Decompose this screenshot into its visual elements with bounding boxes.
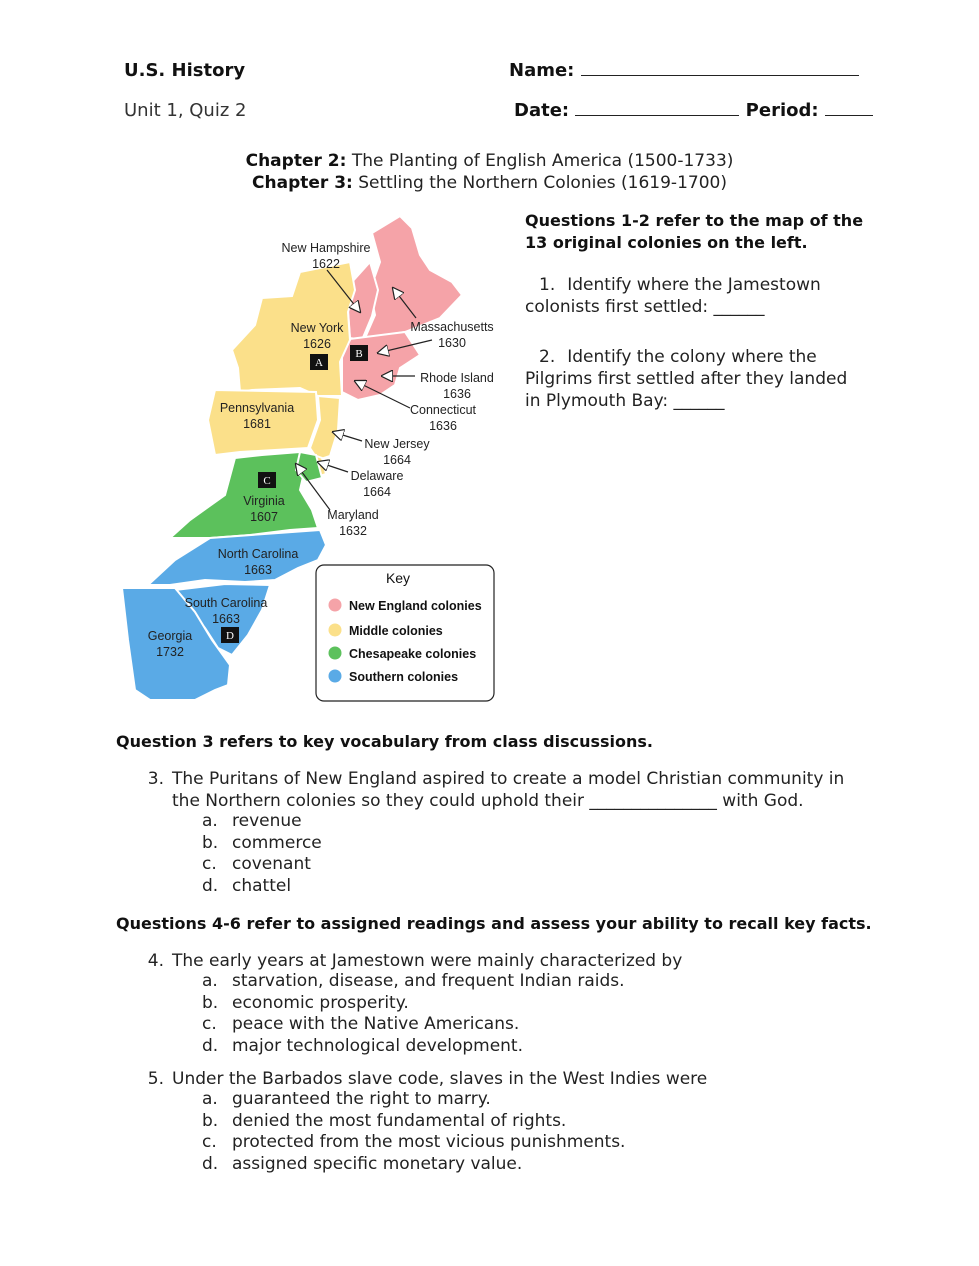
label-georgia: Georgia [147, 629, 193, 643]
question-1 [525, 274, 865, 318]
q3-option-c[interactable] [202, 854, 322, 876]
question-3-text: The Puritans of New England aspired to create a model Christian community in the Northern colonies so they could uphold their _______________ with God. [172, 769, 845, 811]
period-blank[interactable] [825, 101, 873, 116]
question-4 [147, 950, 862, 972]
question-1-text: Identify where the Jamestown colonists first settled: ______ [525, 275, 821, 317]
marker-c [258, 472, 276, 488]
question-2-text: Identify the colony where the Pilgrims first settled after they landed in Plymouth Bay: ______ [525, 347, 848, 411]
q3-option-a[interactable] [202, 811, 322, 833]
question-1-number: 1. [539, 275, 556, 295]
question-5-options [202, 1089, 625, 1175]
q5-option-c[interactable] [202, 1132, 625, 1154]
q5-option-b-letter: b. [202, 1110, 219, 1131]
year-maryland: 1632 [339, 524, 367, 538]
southern-new-england [342, 332, 420, 400]
section1-heading: Questions 1-2 refer to the map of the 13 original colonies on the left. [525, 211, 864, 252]
marker-b [350, 345, 368, 361]
question-3-number: 3. [147, 769, 164, 789]
year-delaware: 1664 [363, 485, 391, 499]
year-rhode-island: 1636 [443, 387, 471, 401]
year-pennsylvania: 1681 [243, 417, 271, 431]
q4-option-d-letter: d. [202, 1035, 219, 1056]
q3-option-b-text: commerce [232, 832, 322, 853]
year-south-carolina: 1663 [212, 612, 240, 626]
arrow-new-jersey [333, 432, 362, 441]
name-row [509, 60, 859, 81]
chapter-2-title: The Planting of English America (1500-1733) [351, 151, 734, 171]
label-new-hampshire: New Hampshire [281, 241, 371, 255]
question-2 [525, 346, 865, 412]
q5-option-b[interactable] [202, 1111, 625, 1133]
marker-a-letter: A [315, 357, 323, 369]
key-label-new-england: New England colonies [349, 599, 482, 613]
section3-heading: Questions 4-6 refer to assigned readings and assess your ability to recall key facts. [116, 914, 872, 933]
marker-a [310, 354, 328, 370]
q5-option-d[interactable] [202, 1154, 625, 1176]
q3-option-b-letter: b. [202, 832, 219, 853]
q3-option-d-text: chattel [232, 875, 292, 896]
key-swatch-chesapeake [329, 647, 342, 660]
q3-option-d-letter: d. [202, 875, 219, 896]
q3-option-b[interactable] [202, 833, 322, 855]
q5-option-a-text: guaranteed the right to marry. [232, 1089, 491, 1109]
q4-option-d[interactable] [202, 1036, 625, 1058]
q4-option-b-letter: b. [202, 992, 219, 1013]
q5-option-a-letter: a. [202, 1089, 218, 1109]
year-connecticut: 1636 [429, 419, 457, 433]
q4-option-a[interactable] [202, 971, 625, 993]
label-delaware: Delaware [350, 469, 404, 483]
q4-option-c[interactable] [202, 1014, 625, 1036]
label-new-jersey: New Jersey [364, 437, 430, 451]
question-5-number: 5. [147, 1069, 164, 1089]
key-swatch-middle [329, 624, 342, 637]
period-label: Period: [745, 100, 819, 121]
marker-d [221, 627, 239, 643]
label-connecticut: Connecticut [409, 403, 477, 417]
question-3-options [202, 811, 322, 897]
map-key [316, 565, 494, 701]
question-5-text: Under the Barbados slave code, slaves in the West Indies were [172, 1069, 708, 1089]
date-blank[interactable] [575, 101, 739, 116]
marker-c-letter: C [263, 475, 271, 487]
q4-option-c-text: peace with the Native Americans. [232, 1014, 520, 1034]
q3-option-c-letter: c. [202, 854, 217, 874]
name-blank[interactable] [581, 61, 859, 76]
question-4-options [202, 971, 625, 1057]
q3-option-c-text: covenant [232, 854, 311, 874]
key-swatch-new-england [329, 599, 342, 612]
q5-option-d-text: assigned specific monetary value. [232, 1153, 523, 1174]
chapter-2-line [0, 151, 979, 171]
label-maryland: Maryland [327, 508, 379, 522]
year-massachusetts: 1630 [438, 336, 466, 350]
question-5 [147, 1068, 862, 1090]
question-2-number: 2. [539, 347, 556, 367]
section2-heading: Question 3 refers to key vocabulary from class discussions. [116, 732, 654, 751]
q5-option-a[interactable] [202, 1089, 625, 1111]
label-north-carolina: North Carolina [217, 547, 299, 561]
chapter-2-label: Chapter 2: [245, 151, 347, 171]
course-title: U.S. History [124, 60, 246, 81]
q3-option-a-letter: a. [202, 811, 218, 831]
marker-d-letter: D [226, 630, 234, 642]
year-georgia: 1732 [156, 645, 184, 659]
key-label-middle: Middle colonies [349, 624, 443, 638]
label-virginia: Virginia [243, 494, 285, 508]
label-massachusetts: Massachusetts [410, 320, 494, 334]
year-new-hampshire: 1622 [312, 257, 340, 271]
q4-option-a-text: starvation, disease, and frequent Indian raids. [232, 971, 625, 991]
year-north-carolina: 1663 [244, 563, 272, 577]
q4-option-b-text: economic prosperity. [232, 992, 409, 1013]
unit-quiz: Unit 1, Quiz 2 [124, 100, 247, 121]
label-rhode-island: Rhode Island [420, 371, 494, 385]
q5-option-d-letter: d. [202, 1153, 219, 1174]
marker-b-letter: B [355, 348, 363, 360]
question-4-text: The early years at Jamestown were mainly characterized by [172, 951, 683, 971]
chapter-3-line [0, 173, 979, 193]
q5-option-c-text: protected from the most vicious punishments. [232, 1132, 626, 1152]
label-pennsylvania: Pennsylvania [219, 401, 295, 415]
q5-option-c-letter: c. [202, 1132, 217, 1152]
name-label: Name: [509, 60, 575, 81]
key-title: Key [385, 570, 411, 586]
date-label: Date: [514, 100, 570, 121]
q4-option-d-text: major technological development. [232, 1035, 523, 1056]
q4-option-a-letter: a. [202, 971, 218, 991]
year-virginia: 1607 [250, 510, 278, 524]
chapter-3-title: Settling the Northern Colonies (1619-1700) [358, 173, 727, 193]
key-label-southern: Southern colonies [349, 670, 459, 684]
date-row [514, 100, 873, 121]
year-new-york: 1626 [303, 337, 331, 351]
question-4-number: 4. [147, 951, 164, 971]
label-south-carolina: South Carolina [184, 596, 268, 610]
q4-option-c-letter: c. [202, 1014, 217, 1034]
chapter-3-label: Chapter 3: [252, 173, 353, 193]
q3-option-d[interactable] [202, 876, 322, 898]
key-swatch-southern [329, 670, 342, 683]
label-new-york: New York [290, 321, 344, 335]
question-3 [147, 768, 862, 812]
colonies-map [110, 205, 510, 710]
q5-option-b-text: denied the most fundamental of rights. [232, 1110, 567, 1131]
key-label-chesapeake: Chesapeake colonies [349, 647, 477, 661]
q3-option-a-text: revenue [232, 811, 302, 831]
q4-option-b[interactable] [202, 993, 625, 1015]
year-new-jersey: 1664 [383, 453, 411, 467]
